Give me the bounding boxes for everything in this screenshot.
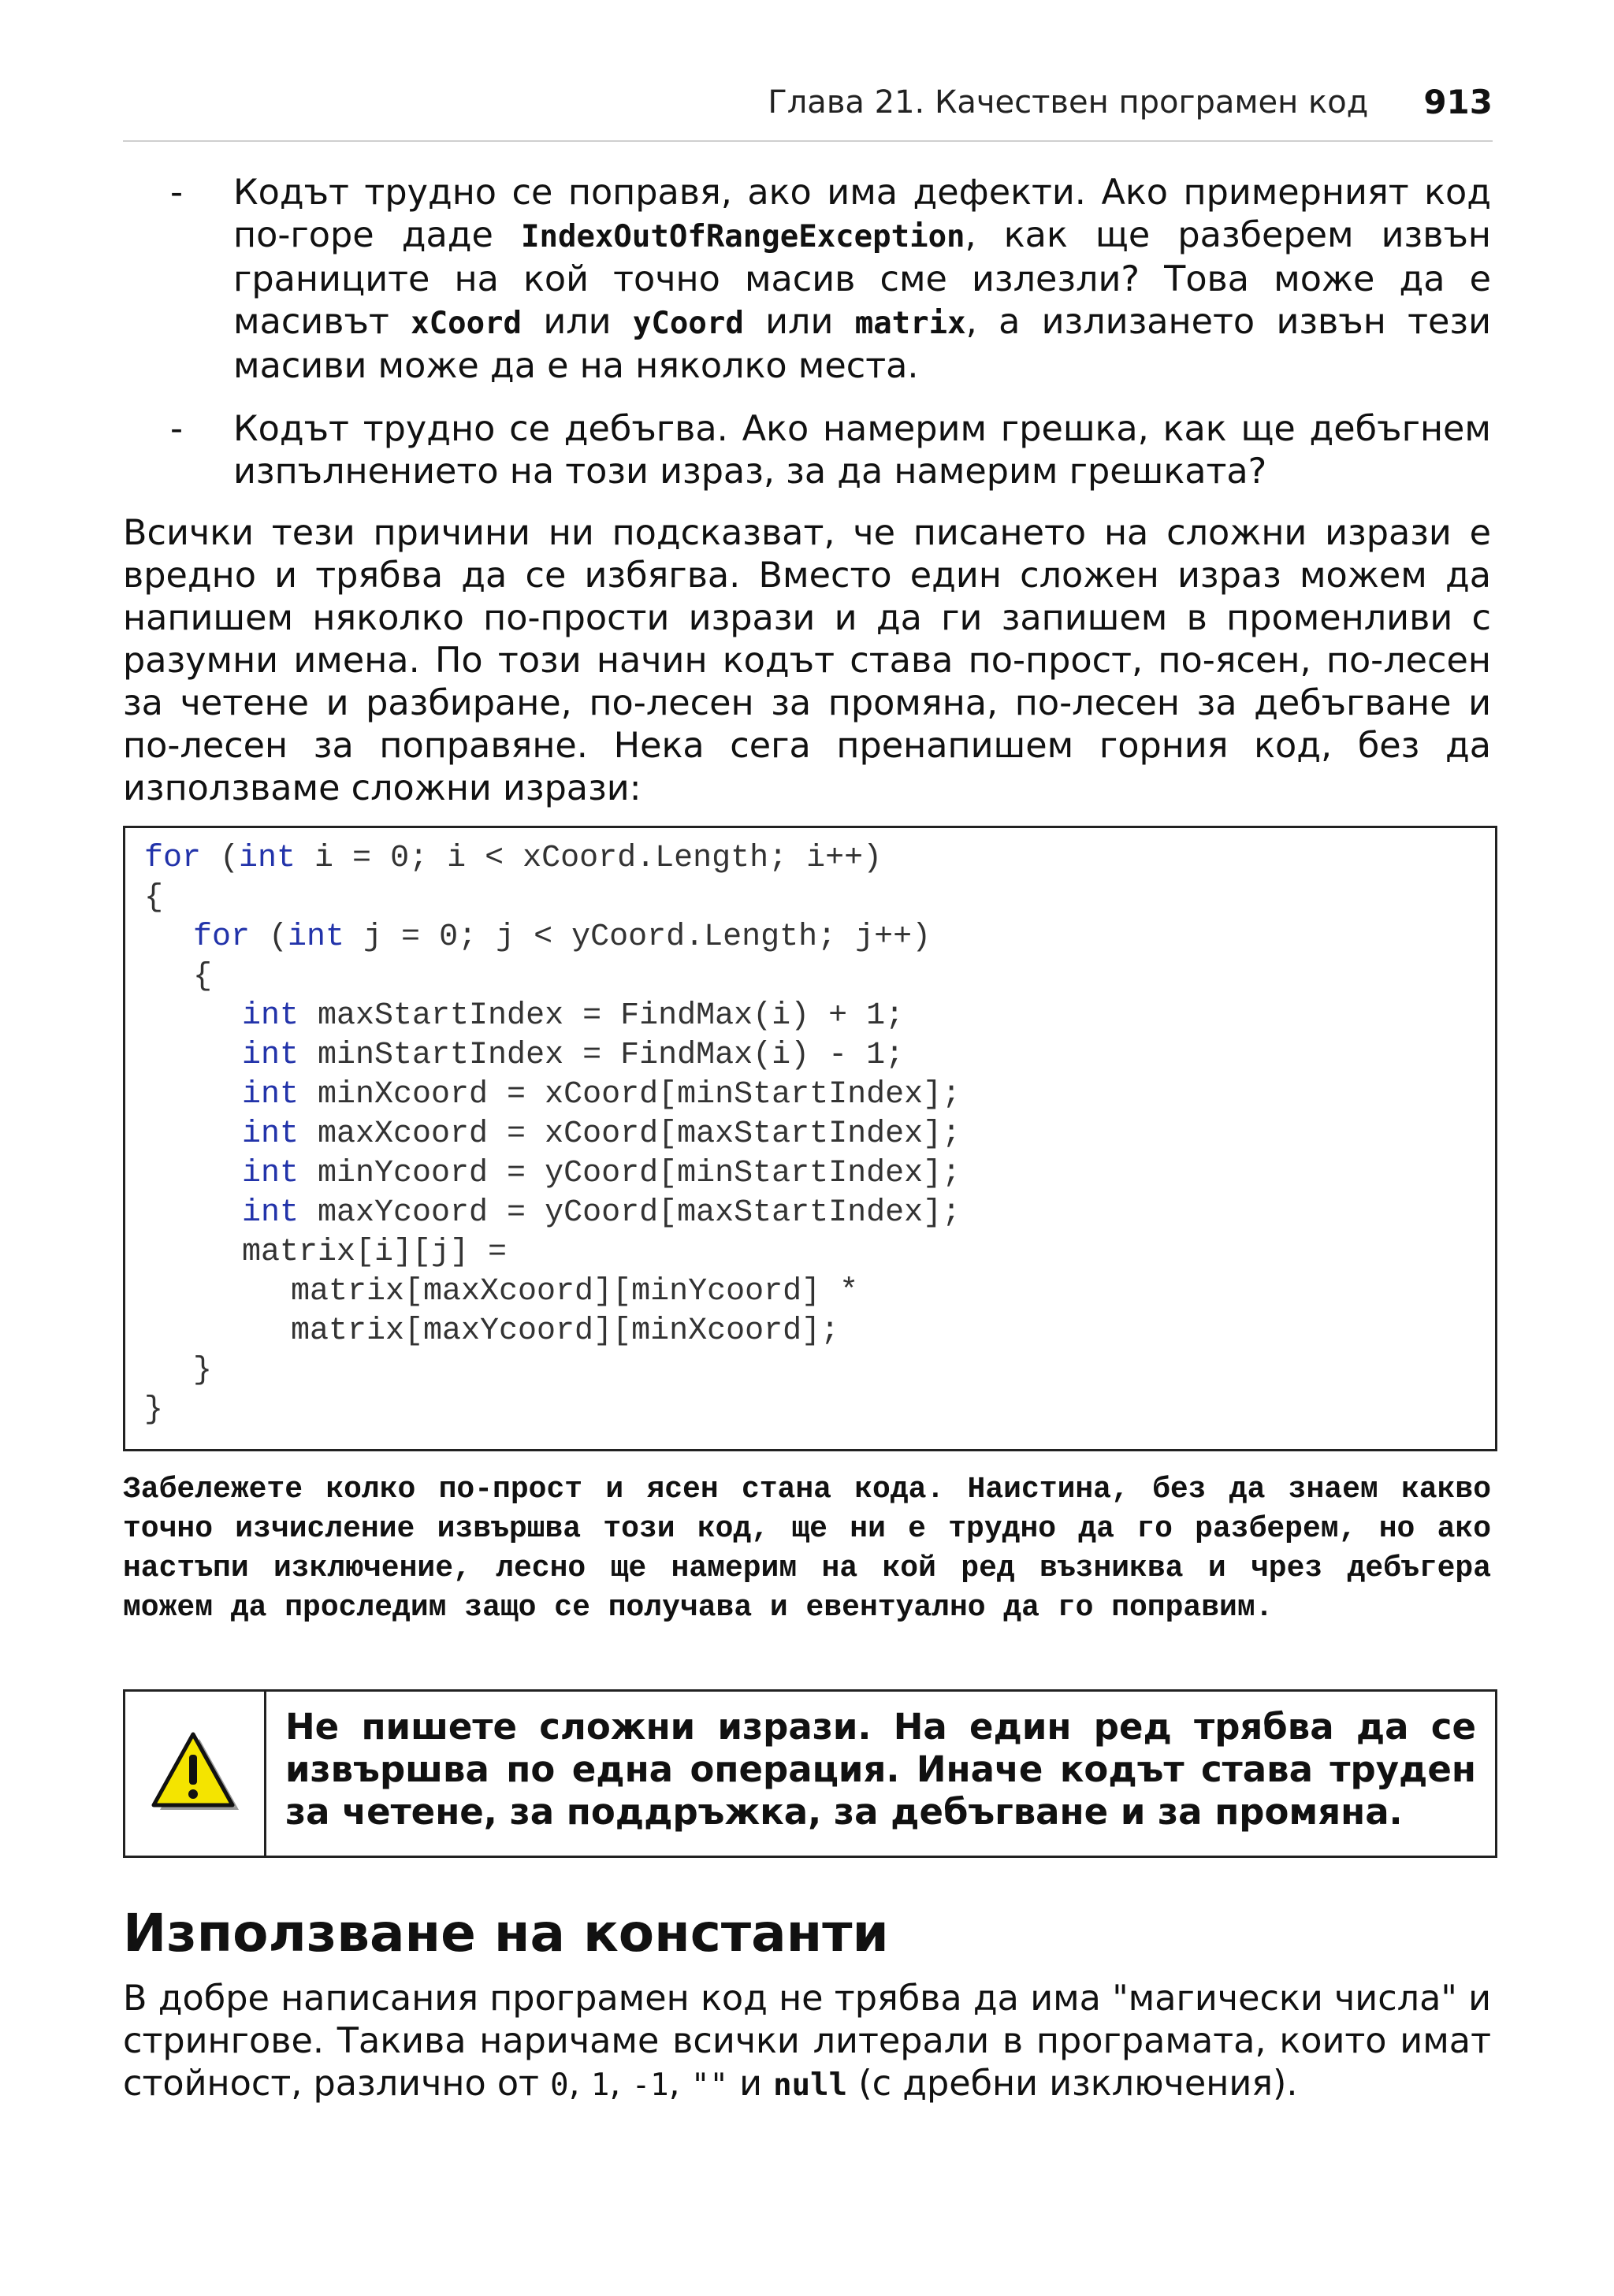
text-run: (с дребни изключения).: [847, 2064, 1298, 2104]
code-text: (: [250, 920, 288, 955]
bullet-text: [233, 172, 1491, 388]
code-keyword: for: [144, 841, 202, 876]
text-run: ,: [568, 2064, 591, 2104]
code-line: {: [144, 880, 164, 916]
warning-text: Не пишете сложни изрази. На един ред трябва да се извършва по една операция. Иначе кодът става труден за четене, за поддръжка, за дебъгване и за промяна.: [285, 1706, 1476, 1833]
code-line: [193, 918, 931, 957]
code-keyword: int: [242, 1156, 299, 1191]
bullet-dash: -: [170, 173, 184, 213]
code-keyword: int: [242, 1116, 299, 1152]
inline-code: -1: [631, 2068, 669, 2103]
bullet-text: Кодът трудно се дебъгва. Ако намерим грешка, как ще дебъгнем изпълнението на този израз, за да намерим грешката?: [233, 409, 1491, 492]
inline-code: xCoord: [411, 306, 523, 341]
text-run: Кодът трудно се поправя, ако има дефекти. Ако примерният код по-горе даде: [233, 173, 1491, 255]
code-text: minStartIndex = FindMax(i) - 1;: [299, 1038, 905, 1073]
inline-code: 1: [590, 2068, 610, 2103]
code-text: minXcoord = xCoord[minStartIndex];: [299, 1077, 961, 1113]
code-text: maxXcoord = xCoord[maxStartIndex];: [299, 1116, 961, 1152]
code-text: maxStartIndex = FindMax(i) + 1;: [299, 998, 905, 1034]
bullet-item: [123, 172, 1491, 388]
chapter-title: Глава 21. Качествен програмен код: [768, 84, 1369, 121]
text-run: или: [522, 302, 633, 342]
inline-code: IndexOutOfRangeException: [521, 219, 965, 254]
code-keyword: int: [288, 920, 345, 955]
inline-code: null: [773, 2068, 848, 2103]
code-keyword: int: [242, 998, 299, 1034]
code-text: maxYcoord = yCoord[maxStartIndex];: [299, 1195, 961, 1231]
code-line: [144, 839, 882, 879]
bullet-item: [123, 408, 1491, 493]
warning-icon-cell: [125, 1692, 266, 1856]
text-run: или: [743, 302, 855, 342]
code-line: [242, 1036, 904, 1076]
section-heading: Използване на константи: [123, 1903, 889, 1963]
code-text: (: [201, 841, 240, 876]
code-line: }: [193, 1353, 213, 1388]
body-paragraph: Всички тези причини ни подсказват, че писането на сложни изрази е вредно и трябва да се избягва. Вместо един сложен израз можем да напишем няколко по-прости изрази и да ги запишем в променливи с разумни имена. По този начин кодът става по-прост, по-ясен, по-лесен за четене и разбиране, по-лесен за промяна, по-лесен за дебъгване и по-лесен за поправяне. Нека сега пренапишем горния код, без да използваме сложни изрази:: [123, 513, 1491, 808]
code-line: [242, 997, 904, 1036]
bullet-dash: -: [170, 409, 184, 449]
code-text: i = 0; i < xCoord.Length; i++): [296, 841, 883, 876]
code-text: minYcoord = yCoord[minStartIndex];: [299, 1156, 961, 1191]
body-paragraph: [123, 1978, 1491, 2107]
code-listing: [123, 826, 1497, 1451]
running-header: [123, 82, 1493, 142]
code-line: }: [144, 1392, 164, 1428]
warning-box: [123, 1689, 1497, 1858]
note-paragraph: Забележете колко по-прост и ясен стана кода. Наистина, без да знаем какво точно изчисление извършва този код, ще ни е трудно да го разберем, но ако настъпи изключение, лесно ще намерим на кой ред възниква и чрез дебъгера можем да проследим защо се получава и евентуално да го поправим.: [123, 1473, 1491, 1625]
text-run: и: [727, 2064, 774, 2104]
code-line: [242, 1154, 961, 1194]
text-run: , а излизането извън тези масиви може да е на няколко места.: [233, 302, 1491, 386]
code-keyword: int: [242, 1038, 299, 1073]
code-line: [242, 1076, 961, 1115]
text-run: ,: [609, 2064, 632, 2104]
text-run: , как ще разберем извън границите на кой точно масив сме излезли? Това може да е масивът: [233, 215, 1491, 342]
code-keyword: for: [193, 920, 251, 955]
code-line: [242, 1194, 961, 1233]
inline-code: "": [690, 2068, 728, 2103]
code-line: matrix[maxYcoord][minXcoord];: [291, 1313, 840, 1349]
text-run: ,: [668, 2064, 691, 2104]
text-run: В добре написания програмен код не трябва да има "магически числа" и стрингове. Такива наричаме всички литерали в програмата, които имат стойност, различно от: [123, 1978, 1491, 2104]
code-keyword: int: [242, 1077, 299, 1113]
page-number: 913: [1423, 83, 1493, 121]
code-line: {: [193, 959, 213, 994]
code-line: matrix[maxXcoord][minYcoord] *: [291, 1274, 859, 1310]
inline-code: 0: [550, 2068, 569, 2103]
code-keyword: int: [242, 1195, 299, 1231]
code-line: [242, 1115, 961, 1154]
code-text: j = 0; j < yCoord.Length; j++): [344, 920, 932, 955]
code-line: matrix[i][j] =: [242, 1235, 508, 1270]
code-keyword: int: [239, 841, 296, 876]
inline-code: matrix: [854, 306, 966, 341]
warning-icon: [149, 1731, 240, 1816]
inline-code: yCoord: [632, 306, 744, 341]
